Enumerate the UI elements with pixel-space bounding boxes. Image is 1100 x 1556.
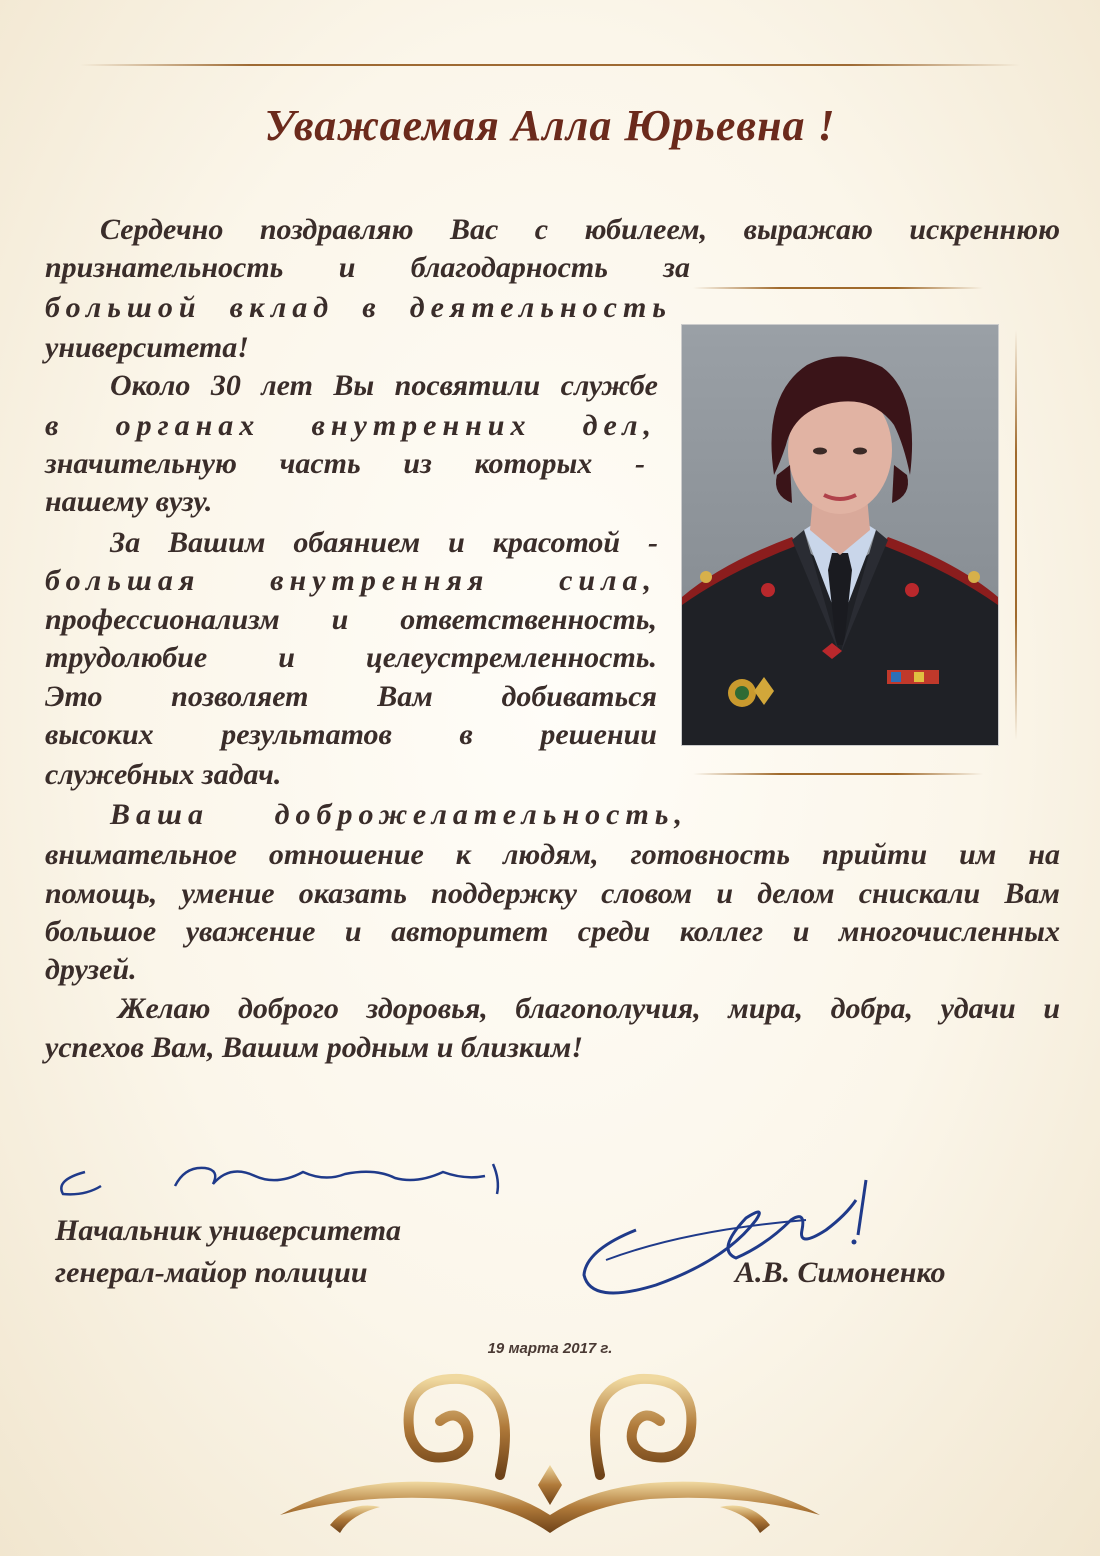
letter-line: большая внутренняя сила, bbox=[45, 564, 657, 597]
photo-right-rule bbox=[1015, 330, 1017, 740]
portrait-illustration bbox=[682, 325, 998, 745]
photo-top-rule bbox=[693, 287, 983, 289]
position-line-1: Начальник университета bbox=[55, 1214, 402, 1247]
letter-line: нашему вузу. bbox=[45, 485, 213, 518]
letter-line: внимательное отношение к людям, готовность прийти им на bbox=[45, 838, 1060, 871]
letter-title: Уважаемая Алла Юрьевна ! bbox=[264, 101, 836, 150]
letter-line: друзей. bbox=[45, 953, 137, 986]
letter-line: Около 30 лет Вы посвятили службе bbox=[110, 369, 658, 402]
letter-line: высоких результатов в решении bbox=[45, 718, 657, 751]
top-divider bbox=[80, 64, 1020, 66]
gold-scroll-ornament-icon bbox=[270, 1365, 830, 1535]
letter-line: профессионализм и ответственность, bbox=[45, 603, 657, 636]
letter-date: 19 марта 2017 г. bbox=[487, 1340, 613, 1357]
letter-line: трудолюбие и целеустремленность. bbox=[45, 641, 657, 674]
letter-line: успехов Вам, Вашим родным и близким! bbox=[45, 1031, 584, 1064]
letter-line: служебных задач. bbox=[45, 758, 282, 791]
letter-line: признательность и благодарность за bbox=[45, 251, 690, 284]
letter-line: Желаю доброго здоровья, благополучия, мира, добра, удачи и bbox=[118, 992, 1060, 1025]
portrait-photo bbox=[682, 325, 998, 745]
letter-line: Ваша доброжелательность, bbox=[110, 798, 688, 831]
letter-line: в органах внутренних дел, bbox=[45, 409, 657, 442]
letter-line: университета! bbox=[45, 331, 249, 364]
handwritten-greeting bbox=[45, 1150, 525, 1220]
letter-line: значительную часть из которых - bbox=[45, 447, 645, 480]
signer-name: А.В. Симоненко bbox=[735, 1256, 946, 1289]
letter-line: большой вклад в деятельность bbox=[45, 291, 672, 324]
letter-line: Это позволяет Вам добиваться bbox=[45, 680, 657, 713]
photo-bottom-rule bbox=[693, 773, 983, 775]
letter-line: большое уважение и авторитет среди коллег и многочисленных bbox=[45, 915, 1060, 948]
position-line-2: генерал-майор полиции bbox=[55, 1256, 368, 1289]
letter-line: За Вашим обаянием и красотой - bbox=[110, 526, 658, 559]
letter-line: помощь, умение оказать поддержку словом и делом снискали Вам bbox=[45, 877, 1060, 910]
letter-line: Сердечно поздравляю Вас с юбилеем, выражаю искреннюю bbox=[100, 213, 1060, 246]
